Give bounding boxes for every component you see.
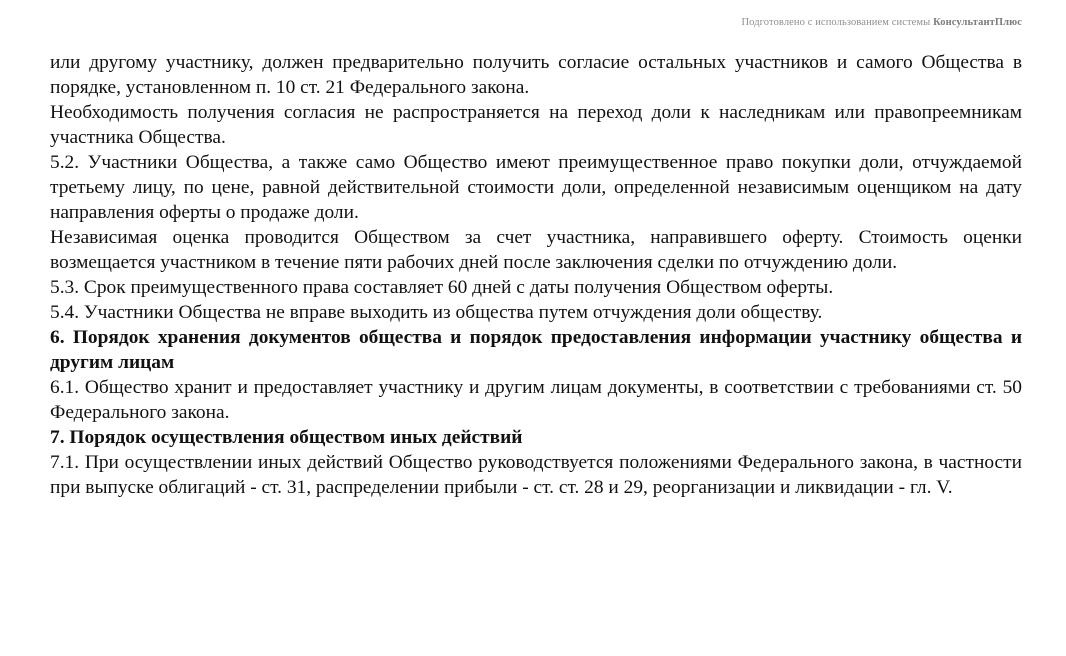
paragraph-5-4: 5.4. Участники Общества не вправе выходить из общества путем отчуждения доли обществу.	[50, 302, 823, 323]
section-heading-6: 6. Порядок хранения документов общества и порядок предоставления информации участнику общества и другим лицам	[50, 327, 1022, 373]
paragraph-consent-transfer: или другому участнику, должен предварительно получить согласие остальных участников и самого Общества в порядке, установленном п. 10 ст. 21 Федерального закона.	[50, 52, 1022, 98]
header-brand: КонсультантПлюс	[933, 17, 1022, 28]
paragraph-5-2: 5.2. Участники Общества, а также само Общество имеют преимущественное право покупки доли, отчуждаемой третьему лицу, по цене, равной действительной стоимости доли, определенной независимым оценщиком на дату направления оферты о продаже доли.	[50, 152, 1022, 223]
paragraph-heirs-exception: Необходимость получения согласия не распространяется на переход доли к наследникам или правопреемникам участника Общества.	[50, 102, 1022, 148]
paragraph-independent-valuation: Независимая оценка проводится Обществом за счет участника, направившего оферту. Стоимость оценки возмещается участником в течение пяти рабочих дней после заключения сделки по отчуждению доли.	[50, 227, 1022, 273]
header-prefix: Подготовлено с использованием системы	[741, 17, 931, 28]
section-heading-7: 7. Порядок осуществления обществом иных действий	[50, 427, 523, 448]
paragraph-7-1: 7.1. При осуществлении иных действий Общество руководствуется положениями Федерального закона, в частности при выпуске облигаций - ст. 31, распределении прибыли - ст. ст. 28 и 29, реорганизации и ликвидации - гл. V.	[50, 452, 1022, 498]
page-header-note	[741, 17, 1022, 28]
paragraph-6-1: 6.1. Общество хранит и предоставляет участнику и другим лицам документы, в соответствии с требованиями ст. 50 Федерального закона.	[50, 377, 1022, 423]
document-body	[50, 50, 1022, 500]
paragraph-5-3: 5.3. Срок преимущественного права составляет 60 дней с даты получения Обществом оферты.	[50, 277, 834, 298]
